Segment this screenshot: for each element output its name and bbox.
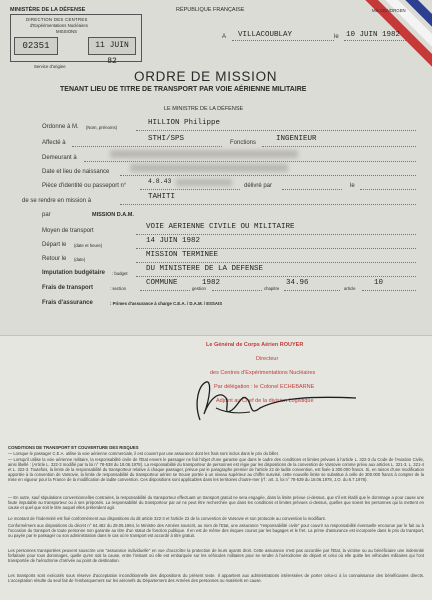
affecte-label: Affecté à xyxy=(42,140,66,146)
model-number: Mle CEA/DRGEN xyxy=(372,8,406,13)
frais-transport-hint: : section xyxy=(110,286,127,291)
imputation-value: DU MINISTERE DE LA DEFENSE xyxy=(146,265,264,273)
direction-line2: d'Expérimentations Nucléaires xyxy=(30,23,88,28)
mission-dam-label: MISSION D.A.M. xyxy=(92,212,134,218)
conditions-heading: CONDITIONS DE TRANSPORT ET COUVERTURE DES RISQUES xyxy=(8,445,139,450)
handwritten-signature xyxy=(180,368,370,428)
section-value: COMMUNE xyxy=(146,279,178,287)
gestion-label: gestion xyxy=(192,286,206,291)
affecte-value: STHI/SPS xyxy=(148,135,185,143)
conditions-p2: — Lorsqu'il utilise la voie aérienne militaire, la responsabilité civile de l'Etat envers le passager ne fait l'objet d'une garantie que dans le cadre des conditions et limites prévues à l'article L. 322-3 du Code de l'Aviation Civile, ainsi libellé : (Article L. 322-3 modifié par la loi n° 78-538 du 18.06.1978). La responsabilité du transporteur de personnes est régie par les dispositions de la convention de Varsovie comme prévu aux articles L. 321-3, L. 321-4 et L. 322-3. Toutefois, la limite de la responsabilité du transporteur relative à chaque passager, prévue par le paragraphe premier de l'article 22 de ladite convention, est fixée à 300.000 francs. Si, en raison d'une modification apportée à la convention de Varsovie, la limite de responsabilité du transporteur aérien se trouve portée à un niveau supérieur au chiffre susvisé, cette nouvelle limite se substitue à celle de 300.000 francs à compter de la mise en vigueur pour la France de la modification de ladite convention. Ces dispositions sont applicables dans les territoires d'outre-mer (rf : art. 3, loi n° 78-539 du 18.06.1978, J.O. du 8.7.1978). xyxy=(8,457,424,483)
article-value: 10 xyxy=(374,279,384,287)
depart-hint: (date et heure) xyxy=(74,243,103,248)
redacted-id xyxy=(176,179,232,186)
naissance-label: Date et lieu de naissance xyxy=(42,169,110,175)
assurance-text: : Primes d'assurance à charge C.E.A. / D.A.M. / ESSAIS xyxy=(110,301,223,306)
gestion-value: 1982 xyxy=(202,279,221,287)
date-value: 10 JUIN 1982 xyxy=(346,31,401,39)
signatory-line1: Le Général de Corps Aérien ROUYER xyxy=(206,342,304,348)
date-prefix: le xyxy=(334,34,339,40)
rendre-label: de se rendre en mission à xyxy=(22,198,92,204)
signatory-line5: Adjoint au Chef de la division Logistique xyxy=(216,398,314,404)
piece-label: Pièce d'identité ou passeport n° xyxy=(42,183,127,189)
tricolor-flag-corner xyxy=(332,0,432,100)
signatory-line2: Directeur xyxy=(256,356,279,362)
conditions-p7: Les transports sont exécutés sous réserve d'acceptation inconditionnelle des dispositions du présent texte. Il appartient aux administrations intéressées de porter celui-ci à la connaissance des bénéficiaires directs. L'acceptation résulte du seul fait de l'embarquement sur les aéronefs du Département des Armées des personnes ou matériels en cause. xyxy=(8,573,424,584)
direction-line1: DIRECTION DES CENTRES xyxy=(26,17,88,22)
imputation-hint: : budget xyxy=(112,271,128,276)
registration-number-stamp: 02351 xyxy=(14,37,58,55)
le-label: le xyxy=(350,183,355,189)
retour-value: MISSION TERMINEE xyxy=(146,251,219,259)
conditions-p5: Conformément aux dispositions du décret n° 64.482 du 28.05.1964, le Ministre des Armées souscrit, au nom de l'Etat, une assurance "responsabilité civile" pour couvrir sa responsabilité éventuelle encourue par le fait ou à l'occasion du transport de toute personne non garantie au titre d'un statut de fonction publique. Il en est de même des risques courus par les bagages et le fret. La prime d'assurance est incorporée dans le prix du transport, ou payée par le passager ou son administration dans le cas où le transport est accordé à titre gratuit. xyxy=(8,523,424,539)
delivre-label: délivré par xyxy=(244,183,273,189)
piece-value: 4.8.43 xyxy=(148,178,172,185)
signatory-line3: des Centres d'Expérimentations Nucléaires xyxy=(210,370,316,376)
fonctions-label: Fonctions xyxy=(230,140,257,146)
authority-label: LE MINISTRE DE LA DÉFENSE xyxy=(164,106,244,112)
conditions-p3: — En outre, sauf stipulations conventionnelles contraires, la responsabilité du transporteur effectuant un transport gratuit ne sera engagée, dans la limite prévue ci-dessus, que s'il est établi que le dommage a pour cause une faute imputable au transporteur ou à ses préposés. La responsabilité du transporteur par air ne peut être recherchée que dans les conditions et limites prévues ci-dessus, quelles que soient les personnes qui la mettent en cause et quel que soit le titre auquel elles prétendent agir. xyxy=(8,495,424,511)
retour-hint: (date) xyxy=(74,257,86,262)
republic-label: RÉPUBLIQUE FRANÇAISE xyxy=(176,7,245,13)
signatory-line4: Par délégation : le Colonel ECHEBARNE xyxy=(214,384,315,390)
depart-value: 14 JUIN 1982 xyxy=(146,237,201,245)
document-title: ORDRE DE MISSION xyxy=(134,69,278,84)
fonctions-value: INGENIEUR xyxy=(276,135,317,143)
retour-label: Retour le xyxy=(42,256,67,262)
service-origin-label: Service d'origine xyxy=(34,64,66,69)
name-value: HILLION Philippe xyxy=(148,119,221,127)
redacted-birth xyxy=(130,164,288,172)
conditions-p1: — Lorsque le passager C.E.A. utilise la voie aérienne commerciale, il est couvert par une assurance dont les frais sont inclus dans le prix du billet. xyxy=(8,451,279,456)
par-label: par xyxy=(42,212,51,218)
assurance-label: Frais d'assurance xyxy=(42,300,93,306)
chapitre-value: 34.96 xyxy=(286,279,309,287)
redacted-address xyxy=(110,150,298,158)
rendre-value: TAHITI xyxy=(148,193,176,201)
imputation-label: Imputation budgétaire xyxy=(42,270,105,276)
ordonne-label: Ordonne à M. xyxy=(42,124,79,130)
conditions-p6: Les personnes transportées peuvent souscrire une "assurance individuelle" en vue d'accroître la protection de leurs ayants droit. Cette assurance n'est pas accordée par l'Etat, la victime ou au bénéficiaire une indemnité forfaitaire pour tous dommages, quelle qu'en soit la cause, entre l'instant où elle est embarquée sur les véhicules militaires pour se rendre à l'aérodrome de départ et celui où elle quitte les véhicules militaires qui l'ont transportée de l'aérodrome d'arrivée au point de destination. xyxy=(8,548,424,564)
ordonne-hint: (Nom, prénoms) xyxy=(86,125,118,130)
conditions-p4: Le montant de l'indemnité est fixé conformément aux dispositions du dit article 322-3 et l'article 22 de la convention de Varsovie et son protocole au convention la modifiant. xyxy=(8,516,326,521)
ministry-label: MINISTÈRE DE LA DÉFENSE xyxy=(10,7,86,13)
place-prefix: A xyxy=(222,34,227,40)
demeurant-label: Demeurant à xyxy=(42,155,77,161)
document-subtitle: TENANT LIEU DE TITRE DE TRANSPORT PAR VOIE AÉRIENNE MILITAIRE xyxy=(60,86,307,93)
moyen-value: VOIE AERIENNE CIVILE OU MILITAIRE xyxy=(146,223,295,231)
chapitre-label: chapitre xyxy=(264,286,280,291)
registration-date-stamp: 11 JUIN 82 xyxy=(88,37,136,55)
direction-line3: MISSIONS xyxy=(56,29,78,34)
depart-label: Départ le xyxy=(42,242,67,248)
place-value: VILLACOUBLAY xyxy=(238,31,293,39)
article-label: article xyxy=(344,286,356,291)
frais-transport-label: Frais de transport xyxy=(42,285,94,291)
moyen-label: Moyen de transport xyxy=(42,228,94,234)
